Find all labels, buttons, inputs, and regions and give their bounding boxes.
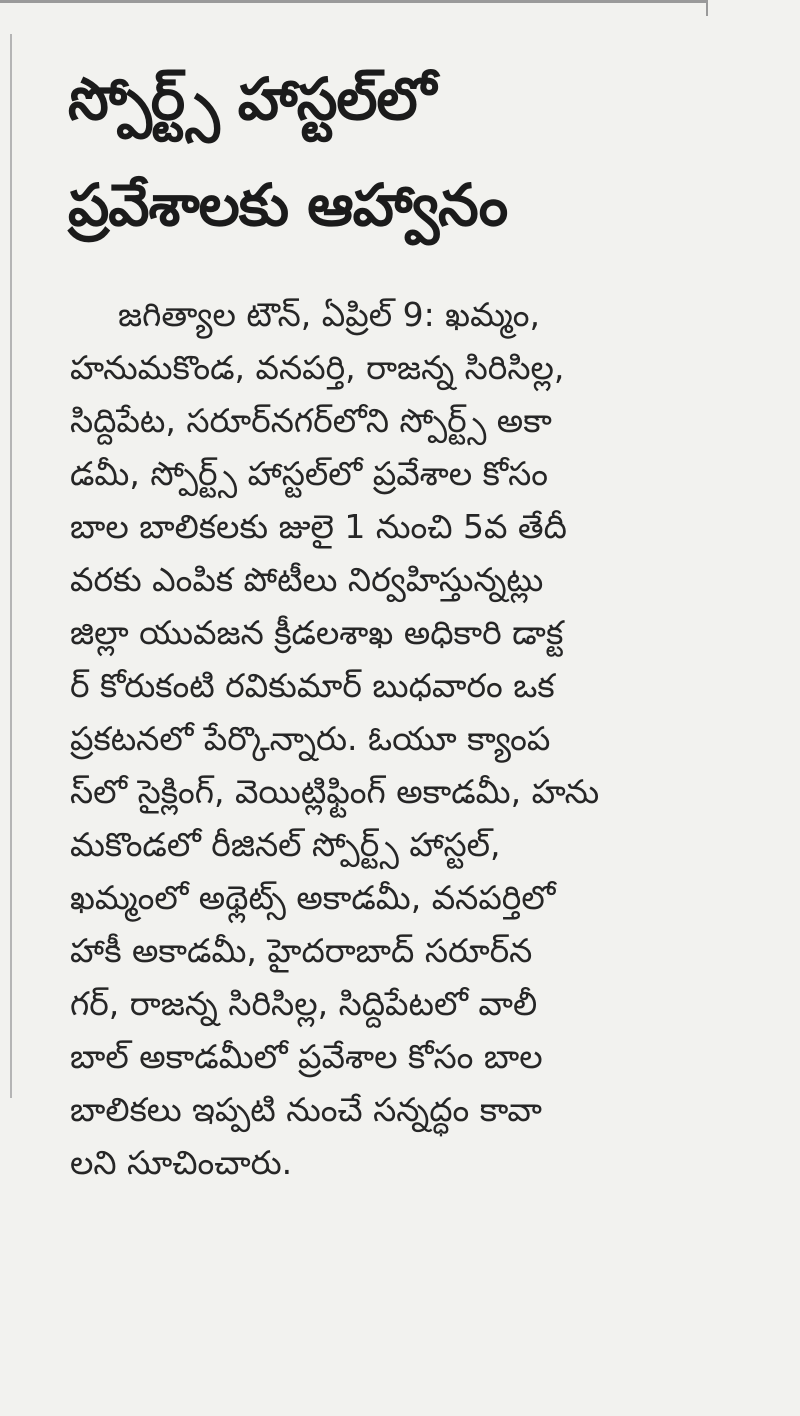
article-body [70, 288, 720, 1189]
body-line-16: బాలికలు ఇప్పటి నుంచే సన్నద్ధం కావా [70, 1090, 542, 1129]
headline-line-1: స్పోర్ట్స్ హాస్టల్‌లో [68, 65, 436, 133]
body-line-6: వరకు ఎంపిక పోటీలు నిర్వహిస్తున్నట్లు [70, 560, 544, 599]
headline-line-2: ప్రవేశాలకు ఆహ్వానం [68, 171, 508, 239]
top-column-rule [0, 0, 706, 3]
body-line-1: జగిత్యాల టౌన్, ఏప్రిల్ 9: ఖమ్మం, [118, 295, 540, 334]
right-column-rule [706, 0, 708, 16]
body-line-9: ప్రకటనలో పేర్కొన్నారు. ఓయూ క్యాంప [70, 719, 551, 758]
body-line-7: జిల్లా యువజన క్రీడలశాఖ అధికారి డాక్ట [70, 613, 564, 652]
body-line-15: బాల్ అకాడమీలో ప్రవేశాల కోసం బాల [70, 1037, 543, 1076]
body-line-5: బాల బాలికలకు జులై 1 నుంచి 5వ తేదీ [70, 507, 567, 546]
left-column-rule [10, 34, 12, 1098]
next-article-cutoff [70, 1396, 630, 1416]
body-line-2: హనుమకొండ, వనపర్తి, రాజన్న సిరిసిల్ల, [70, 348, 565, 387]
body-line-10: స్‌లో సైక్లింగ్, వెయిట్లిఫ్టింగ్ అకాడమీ, హను [70, 772, 600, 811]
body-line-3: సిద్దిపేట, సరూర్‌నగర్‌లోని స్పోర్ట్స్ అకా [70, 401, 552, 440]
body-line-14: గర్, రాజన్న సిరిసిల్ల, సిద్దిపేటలో వాలీ [70, 984, 538, 1023]
body-line-4: డమీ, స్పోర్ట్స్ హాస్టల్‌లో ప్రవేశాల కోసం [70, 454, 549, 493]
body-line-17: లని సూచించారు. [70, 1143, 293, 1182]
body-line-11: మకొండలో రీజినల్ స్పోర్ట్స్ హాస్టల్, [70, 825, 501, 864]
body-line-13: హాకీ అకాడమీ, హైదరాబాద్ సరూర్‌న [70, 931, 533, 970]
article-headline [68, 46, 768, 258]
body-line-8: ర్ కోరుకంటి రవికుమార్ బుధవారం ఒక [70, 666, 555, 705]
body-line-12: ఖమ్మంలో అథ్లెట్స్ అకాడమీ, వనపర్తిలో [70, 878, 556, 917]
